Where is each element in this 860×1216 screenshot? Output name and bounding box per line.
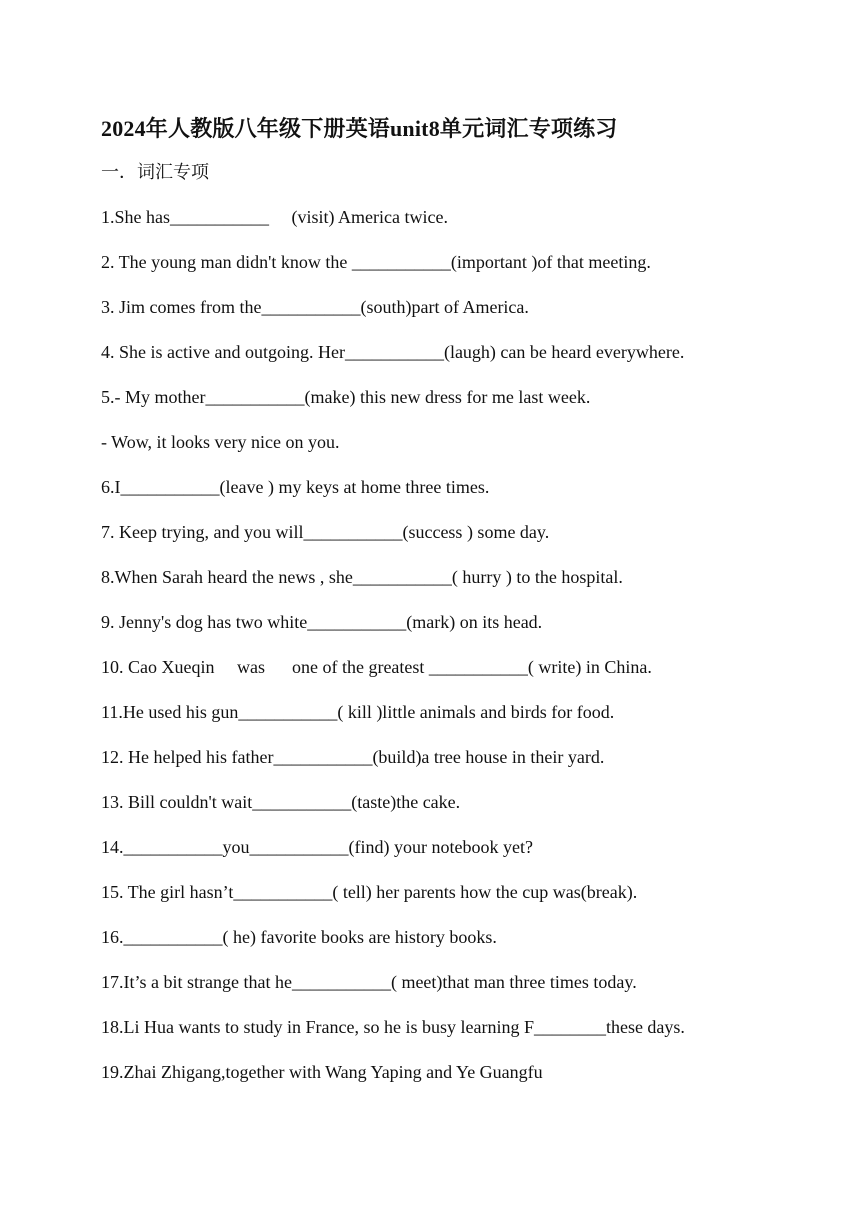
- exercise-line: 8.When Sarah heard the news , she___________( hurry ) to the hospital.: [101, 567, 623, 587]
- exercise-line: 11.He used his gun___________( kill )little animals and birds for food.: [101, 702, 615, 722]
- exercise-line: 7. Keep trying, and you will___________(success ) some day.: [101, 522, 550, 542]
- exercise-line: 15. The girl hasn’t___________( tell) her parents how the cup was(break).: [101, 882, 638, 902]
- exercise-line: 9. Jenny's dog has two white___________(mark) on its head.: [101, 612, 543, 632]
- section-heading: 一．词汇专项: [101, 162, 209, 182]
- exercise-line: 17.It’s a bit strange that he___________( meet)that man three times today.: [101, 972, 637, 992]
- page-title: 2024年人教版八年级下册英语unit8单元词汇专项练习: [101, 116, 618, 141]
- exercise-line: 16.___________( he) favorite books are history books.: [101, 927, 497, 947]
- exercise-line: 19.Zhai Zhigang,together with Wang Yaping and Ye Guangfu: [101, 1062, 543, 1082]
- exercise-line: 14.___________you___________(find) your notebook yet?: [101, 837, 533, 857]
- exercise-line: 6.I___________(leave ) my keys at home three times.: [101, 477, 490, 497]
- exercise-line: 13. Bill couldn't wait___________(taste)the cake.: [101, 792, 461, 812]
- exercise-line: 1.She has___________ (visit) America twice.: [101, 207, 448, 227]
- exercise-line: 10. Cao Xueqin was one of the greatest ___________( write) in China.: [101, 657, 652, 677]
- exercise-line: 12. He helped his father___________(build)a tree house in their yard.: [101, 747, 605, 767]
- exercise-line: 2. The young man didn't know the ___________(important )of that meeting.: [101, 252, 651, 272]
- exercise-line: 4. She is active and outgoing. Her___________(laugh) can be heard everywhere.: [101, 342, 685, 362]
- exercise-line: 18.Li Hua wants to study in France, so he is busy learning F________these days.: [101, 1017, 685, 1037]
- exercise-line: 3. Jim comes from the___________(south)part of America.: [101, 297, 529, 317]
- exercise-line: - Wow, it looks very nice on you.: [101, 432, 340, 452]
- exercise-line: 5.- My mother___________(make) this new dress for me last week.: [101, 387, 591, 407]
